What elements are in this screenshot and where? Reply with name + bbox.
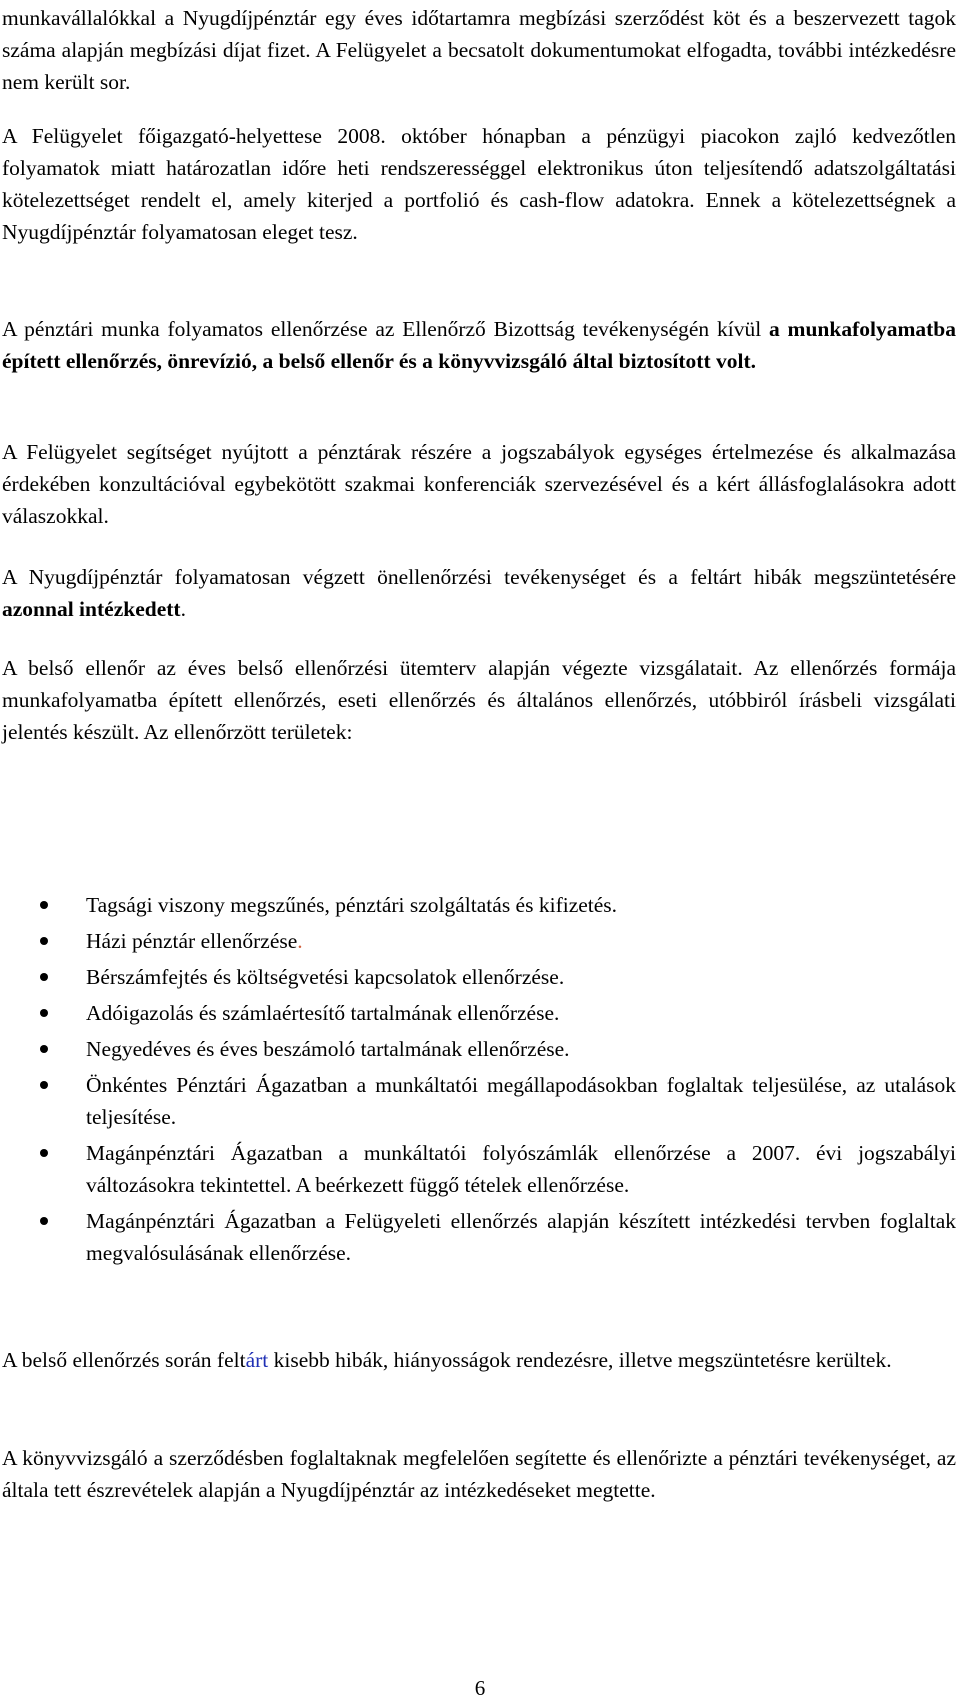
internal-findings-blue-text: árt [245,1348,269,1372]
bullet-icon [40,1045,48,1053]
bullet-icon [40,1009,48,1017]
paragraph-data-reporting: A Felügyelet főigazgató-helyettese 2008. október hónapban a pénzügyi piacokon zajló kedvezőtlen folyamatok miatt határozatlan időre heti rendszerességgel elektronikus úton teljesítendő adatszolgáltatási kötelezettséget rendelt el, amely kiterjed a portfolió és cash-flow adatokra. Ennek a kötelezettségnek a Nyugdíjpénztár folyamatosan eleget tesz. [2,124,956,244]
internal-findings-text-a: A belső ellenőrzés során felt [2,1348,246,1372]
bullet-icon [40,1081,48,1089]
list-item: Önkéntes Pénztári Ágazatban a munkáltatói megállapodásokban foglaltak teljesülése, az utalások teljesítése. [0,1069,956,1133]
paragraph-contract-fee: munkavállalókkal a Nyugdíjpénztár egy éves időtartamra megbízási szerződést köt és a beszervezett tagok száma alapján megbízási díjat fizet. A Felügyelet a becsatolt dokumentumokat elfogadta, további intézkedésre nem került sor. [2,6,956,94]
control-system-text: A pénztári munka folyamatos ellenőrzése az Ellenőrző Bizottság tevékenységén kívül [2,317,769,341]
paragraph-self-audit [2,561,956,625]
internal-findings-text-b: kisebb hibák, hiányosságok rendezésre, illetve megszüntetésre kerültek. [268,1348,892,1372]
list-item: Bérszámfejtés és költségvetési kapcsolatok ellenőrzése. [0,961,956,993]
list-item: Magánpénztári Ágazatban a Felügyeleti ellenőrzés alapján készített intézkedési tervben foglaltak megvalósulásának ellenőrzése. [0,1205,956,1269]
list-item: Házi pénztár ellenőrzése. [0,925,956,957]
bullet-icon [40,1217,48,1225]
paragraph-internal-auditor: A belső ellenőr az éves belső ellenőrzési ütemterv alapján végezte vizsgálatait. Az ellenőrzés formája munkafolyamatba épített ellenőrzés, eseti ellenőrzés és általános ellenőrzés, utóbbiról írásbeli vizsgálati jelentés készült. Az ellenőrzött területek: [2,656,956,744]
list-item: Tagsági viszony megszűnés, pénztári szolgáltatás és kifizetés. [0,889,956,921]
list-item: Negyedéves és éves beszámoló tartalmának ellenőrzése. [0,1033,956,1065]
control-system-bold-text: a munkafolyamatba épített ellenőrzés, önrevízió, a belső ellenőr és a könyvvizsgáló által biztosított volt. [2,317,956,373]
paragraph-external-auditor: A könyvvizsgáló a szerződésben foglaltaknak megfelelően segítette és ellenőrizte a pénztári tevékenységet, az általa tett észrevételek alapján a Nyugdíjpénztár az intézkedéseket megtette. [2,1446,956,1502]
bullet-icon [40,1149,48,1157]
paragraph-control-system [2,313,956,377]
bullet-icon [40,937,48,945]
bullet-icon [40,973,48,981]
list-item: Magánpénztári Ágazatban a munkáltatói folyószámlák ellenőrzése a 2007. évi jogszabályi változásokra tekintettel. A beérkezett függő tételek ellenőrzése. [0,1137,956,1201]
audited-areas-list [0,889,956,1273]
paragraph-internal-findings [2,1344,956,1376]
paragraph-supervisory-support: A Felügyelet segítséget nyújtott a pénztárak részére a jogszabályok egységes értelmezése és alkalmazása érdekében konzultációval egybekötött szakmai konferenciák szervezésével és a kért állásfoglalásokra adott válaszokkal. [2,440,956,528]
self-audit-text: A Nyugdíjpénztár folyamatosan végzett önellenőrzési tevékenységet és a feltárt hibák megszüntetésére [2,565,956,589]
self-audit-bold-text: azonnal intézkedett [2,597,181,621]
bullet-icon [40,901,48,909]
bullet-suffix: . [297,929,303,953]
self-audit-end: . [180,597,186,621]
page-number: 6 [474,1676,486,1700]
list-item: Adóigazolás és számlaértesítő tartalmának ellenőrzése. [0,997,956,1029]
